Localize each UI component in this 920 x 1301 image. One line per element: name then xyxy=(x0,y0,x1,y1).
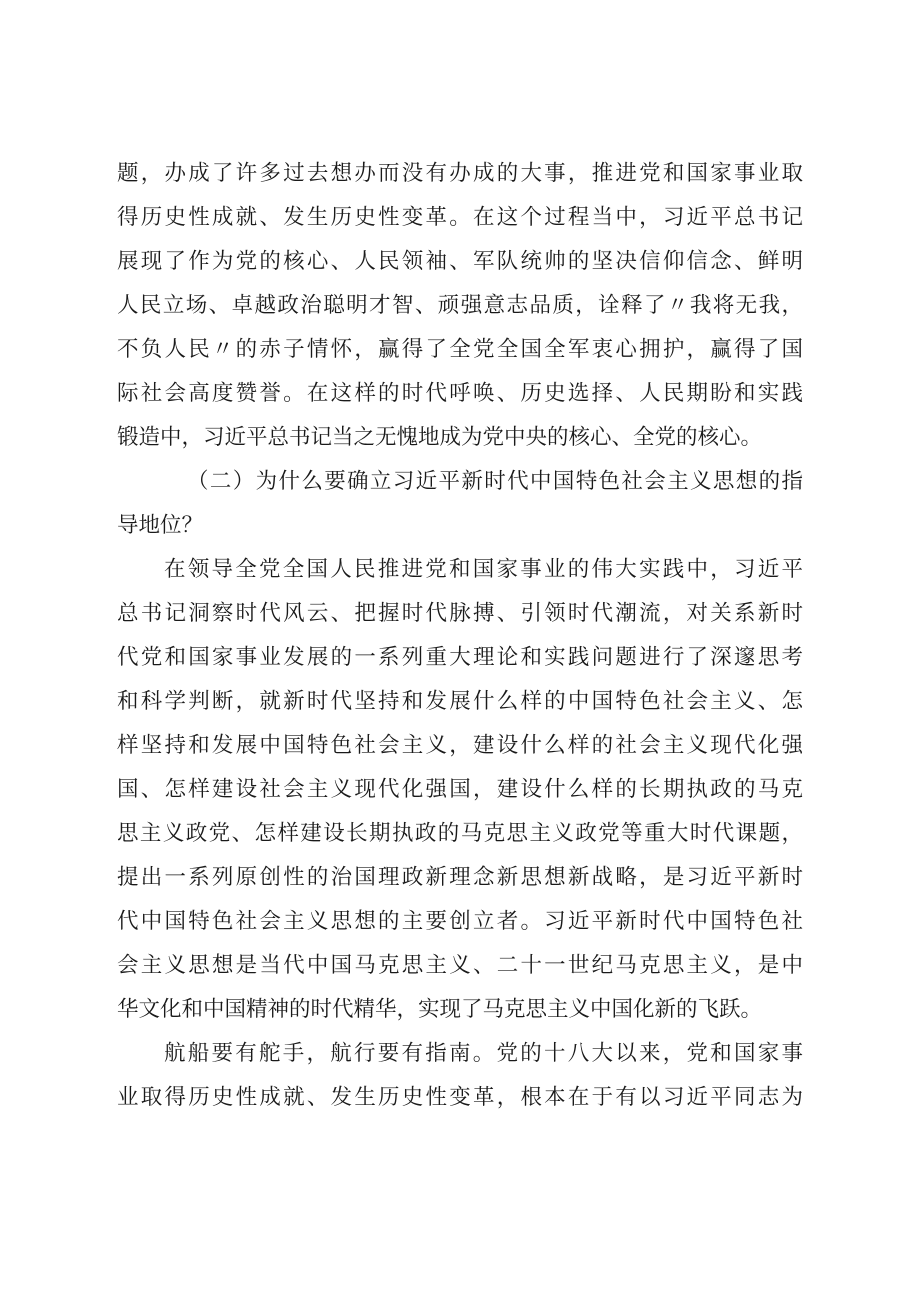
text-line: 在领导全党全国人民推进党和国家事业的伟大实践中，习近平 xyxy=(164,557,803,582)
section-heading xyxy=(117,460,803,548)
heading-line: （二）为什么要确立习近平新时代中国特色社会主义思想的指 xyxy=(187,469,803,494)
text-line: 人民立场、卓越政治聪明才智、顽强意志品质，诠释了〃我将无我， xyxy=(117,293,803,318)
text-line: 会主义思想是当代中国马克思主义、二十一世纪马克思主义，是中 xyxy=(117,953,803,978)
text-line: 航船要有舵手，航行要有指南。党的十八大以来，党和国家事 xyxy=(164,1041,803,1066)
text-line: 提出一系列原创性的治国理政新理念新思想新战略，是习近平新时 xyxy=(117,865,803,890)
document-body xyxy=(117,152,803,1120)
text-line: 和科学判断，就新时代坚持和发展什么样的中国特色社会主义、怎 xyxy=(117,689,803,714)
paragraph-body xyxy=(117,1032,803,1120)
text-line: 展现了作为党的核心、人民领袖、军队统帅的坚决信仰信念、鲜明 xyxy=(117,249,803,274)
text-line: 总书记洞察时代风云、把握时代脉搏、引领时代潮流，对关系新时 xyxy=(117,601,803,626)
text-line: 思主义政党、怎样建设长期执政的马克思主义政党等重大时代课题， xyxy=(117,821,803,846)
text-line: 题，办成了许多过去想办而没有办成的大事，推进党和国家事业取 xyxy=(117,161,803,186)
text-line: 际社会高度赞誉。在这样的时代呼唤、历史选择、人民期盼和实践 xyxy=(117,381,803,406)
paragraph-continuation xyxy=(117,152,803,460)
text-line: 得历史性成就、发生历史性变革。在这个过程当中，习近平总书记 xyxy=(117,205,803,230)
text-line: 锻造中，习近平总书记当之无愧地成为党中央的核心、全党的核心。 xyxy=(117,425,763,450)
text-line: 代中国特色社会主义思想的主要创立者。习近平新时代中国特色社 xyxy=(117,909,803,934)
text-line: 业取得历史性成就、发生历史性变革，根本在于有以习近平同志为 xyxy=(117,1085,803,1110)
text-line: 样坚持和发展中国特色社会主义，建设什么样的社会主义现代化强 xyxy=(117,733,803,758)
text-line: 代党和国家事业发展的一系列重大理论和实践问题进行了深邃思考 xyxy=(117,645,803,670)
text-line: 国、怎样建设社会主义现代化强国，建设什么样的长期执政的马克 xyxy=(117,777,803,802)
paragraph-body xyxy=(117,548,803,1032)
heading-line: 导地位？ xyxy=(117,513,204,538)
text-line: 不负人民〃的赤子情怀，赢得了全党全国全军衷心拥护，赢得了国 xyxy=(117,337,803,362)
text-line: 华文化和中国精神的时代精华，实现了马克思主义中国化新的飞跃。 xyxy=(117,997,763,1022)
